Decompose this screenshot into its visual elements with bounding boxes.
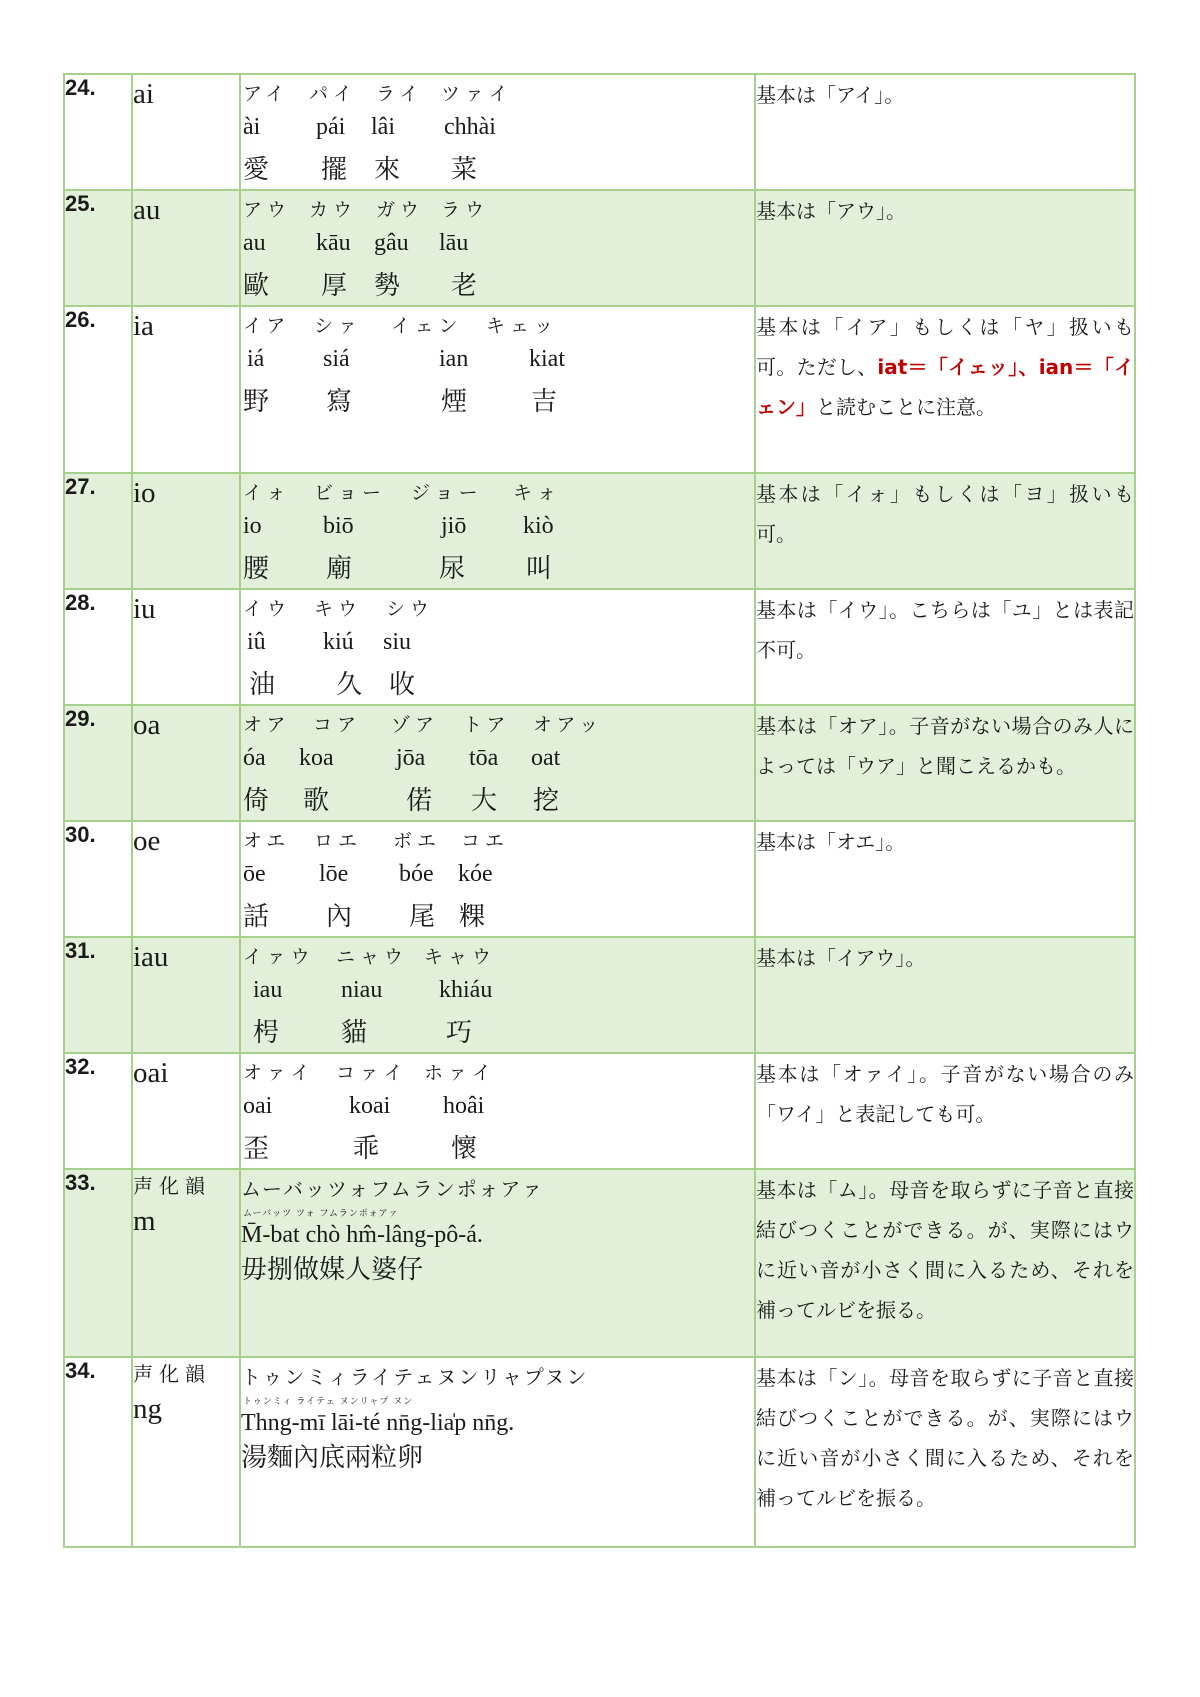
romanization: ài	[243, 114, 261, 140]
rime-category: 声化韻	[133, 1362, 211, 1386]
examples	[240, 821, 755, 937]
kana-reading: ラウ	[441, 199, 490, 221]
romanization-line	[241, 974, 741, 1012]
hanzi: 乖	[353, 1134, 380, 1164]
hanzi: 吉	[531, 387, 558, 417]
hanzi: 擺	[321, 155, 348, 185]
romanization-line	[241, 510, 741, 548]
row-number: 27.	[64, 473, 132, 589]
table-row	[64, 306, 1135, 473]
kana-reading: パイ	[309, 83, 358, 105]
row-number: 26.	[64, 306, 132, 473]
romanization: kiú	[323, 629, 354, 655]
rime-label: oa	[132, 705, 240, 821]
hanzi: 內	[326, 902, 353, 932]
note	[755, 937, 1135, 1053]
note-text: 基本は「ム」。母音を取らずに子音と直接結びつくことができる。が、実際にはウに近い音が小さく間に入るため、それを補ってルビを振る。	[756, 1178, 1134, 1322]
kana-reading: イォ	[243, 482, 291, 504]
kana-line	[241, 1054, 741, 1090]
hanzi: 菜	[451, 155, 478, 185]
romanization: tōa	[469, 745, 499, 771]
row-number: 34.	[64, 1357, 132, 1547]
kana-reading: トア	[463, 714, 511, 736]
examples	[240, 705, 755, 821]
kana-line	[241, 590, 741, 626]
row-number: 24.	[64, 74, 132, 190]
romanization: gâu	[374, 230, 409, 256]
kana-reading: シウ	[386, 598, 435, 620]
kana-line	[241, 938, 741, 974]
kana-reading: アウ	[243, 199, 292, 221]
hanzi: 久	[336, 670, 363, 700]
note-text: 基本は「イア」もしくは「ヤ」扱いも可。ただし、	[756, 315, 1134, 379]
hanzi: 話	[243, 902, 270, 932]
note	[755, 705, 1135, 821]
note	[755, 190, 1135, 306]
romanization: chhài	[444, 114, 496, 140]
rime-label	[132, 1357, 240, 1547]
romanization: jōa	[396, 745, 426, 771]
romanization-line	[241, 227, 741, 265]
hanzi: 偌	[406, 786, 433, 816]
kana-line	[241, 307, 741, 343]
kana-reading: イァウ	[243, 946, 315, 968]
rime-label	[132, 1169, 240, 1357]
hanzi-line	[241, 548, 741, 588]
romanization-line	[241, 1090, 741, 1128]
kana-reading: ゾア	[391, 714, 440, 736]
note	[755, 1169, 1135, 1357]
kana-line	[241, 191, 741, 227]
rime-symbol: ng	[133, 1393, 162, 1425]
vowel-table	[63, 73, 1136, 1548]
kana-reading: ライ	[376, 83, 424, 105]
rime-label: oe	[132, 821, 240, 937]
romanization: iá	[247, 346, 265, 372]
kana-reading: キャウ	[424, 946, 497, 968]
romanization: oat	[531, 745, 561, 771]
note	[755, 1053, 1135, 1169]
romanization: siá	[323, 346, 350, 372]
kana-reading: ボエ	[393, 830, 442, 852]
hanzi: 寫	[326, 387, 353, 417]
ruby-reading: トゥンミィ ライテェ ヌンリャプ ヌン	[243, 1397, 414, 1407]
table-row	[64, 74, 1135, 190]
hanzi: 愛	[243, 155, 270, 185]
romanization: biō	[323, 513, 354, 539]
hanzi: 厚	[321, 271, 348, 301]
romanization: iau	[253, 977, 283, 1003]
kana-reading: アイ	[243, 83, 290, 105]
kana-reading: ジョー	[411, 482, 483, 504]
hanzi: 腰	[243, 554, 270, 584]
romanization: siu	[383, 629, 412, 655]
hanzi: 巧	[446, 1018, 473, 1048]
romanization: oai	[243, 1093, 273, 1119]
hanzi-line	[241, 664, 741, 704]
hanzi-line	[241, 780, 741, 820]
rime-symbol: m	[133, 1205, 156, 1237]
romanization: kiat	[529, 346, 565, 372]
kana-reading: ビョー	[314, 482, 387, 504]
romanization-line	[241, 111, 741, 149]
table-row	[64, 190, 1135, 306]
kana-reading: シァ	[314, 315, 363, 337]
romanization: óa	[243, 745, 266, 771]
table-row	[64, 473, 1135, 589]
kana-reading: コァイ	[336, 1062, 408, 1084]
rime-category: 声化韻	[133, 1174, 211, 1198]
romanization: lāu	[439, 230, 469, 256]
examples	[240, 74, 755, 190]
note-text: 基本は「オァイ」。子音がない場合のみ「ワイ」と表記しても可。	[756, 1062, 1134, 1126]
kana-line	[241, 706, 741, 742]
examples	[240, 190, 755, 306]
hanzi: 倚	[243, 786, 270, 816]
romanization-line	[241, 343, 741, 381]
note-highlight: iat＝「イェッ」、ian＝「イェン」	[756, 355, 1134, 419]
hanzi: 收	[389, 670, 416, 700]
hanzi: 枵	[253, 1018, 280, 1048]
examples	[240, 937, 755, 1053]
hanzi: 大	[471, 786, 498, 816]
hanzi: 懷	[451, 1134, 478, 1164]
note-text: 基本は「ン」。母音を取らずに子音と直接結びつくことができる。が、実際にはウに近い音が小さく間に入るため、それを補ってルビを振る。	[756, 1366, 1134, 1510]
romanization: kóe	[458, 861, 493, 887]
note-text: 基本は「アイ」。	[756, 83, 905, 107]
examples	[240, 306, 755, 473]
sentence-kana: トゥンミィライテェヌンリャプヌン	[241, 1365, 589, 1389]
note	[755, 1357, 1135, 1547]
table-row	[64, 1357, 1135, 1547]
kana-reading: コエ	[461, 830, 510, 852]
rime-label: oai	[132, 1053, 240, 1169]
table-row	[64, 1053, 1135, 1169]
romanization: bóe	[399, 861, 434, 887]
hanzi: 歪	[243, 1134, 270, 1164]
rime-label: ai	[132, 74, 240, 190]
romanization: koa	[299, 745, 334, 771]
hanzi: 老	[451, 271, 478, 301]
hanzi: 煙	[441, 387, 468, 417]
hanzi: 尿	[439, 554, 466, 584]
kana-reading: オエ	[243, 830, 291, 852]
hanzi-line	[241, 1128, 741, 1168]
note	[755, 74, 1135, 190]
romanization: ōe	[243, 861, 266, 887]
examples	[240, 1169, 755, 1357]
kana-reading: イア	[243, 315, 291, 337]
romanization-line	[241, 626, 741, 664]
rime-label: iu	[132, 589, 240, 705]
kana-reading: ツァイ	[441, 83, 513, 105]
ruby-reading: ムーバッツ ツォ フムランポォアァ	[243, 1209, 399, 1219]
row-number: 32.	[64, 1053, 132, 1169]
hanzi: 油	[249, 670, 276, 700]
note-text: 基本は「オエ」。	[756, 830, 906, 854]
note	[755, 589, 1135, 705]
kana-reading: キウ	[314, 598, 363, 620]
romanization: io	[243, 513, 262, 539]
romanization-line	[241, 858, 741, 896]
hanzi: 來	[374, 155, 401, 185]
note-text: 基本は「イォ」もしくは「ヨ」扱いも可。	[756, 482, 1134, 546]
hanzi: 粿	[459, 902, 486, 932]
note-text: 基本は「オア」。子音がない場合のみ人によっては「ウア」と聞こえるかも。	[756, 714, 1134, 778]
note	[755, 306, 1135, 473]
hanzi-line	[241, 896, 741, 936]
hanzi-line	[241, 149, 741, 189]
table-row	[64, 937, 1135, 1053]
examples	[240, 1357, 755, 1547]
sentence-hanzi: 毋捌做媒人婆仔	[241, 1255, 424, 1285]
kana-reading: ガウ	[376, 199, 425, 221]
hanzi: 歌	[303, 786, 330, 816]
row-number: 33.	[64, 1169, 132, 1357]
row-number: 28.	[64, 589, 132, 705]
hanzi-line	[241, 381, 741, 421]
kana-line	[241, 75, 741, 111]
rime-label: io	[132, 473, 240, 589]
hanzi: 尾	[409, 902, 436, 932]
sentence-kana: ムーバッツォフムランポォアァ	[241, 1177, 544, 1201]
hanzi: 勢	[374, 271, 401, 301]
kana-reading: キェッ	[486, 315, 559, 337]
romanization: lâi	[371, 114, 395, 140]
kana-reading: ニャウ	[336, 946, 409, 968]
kana-reading: コア	[313, 714, 362, 736]
kana-reading: ロエ	[314, 830, 363, 852]
kana-reading: カウ	[309, 199, 358, 221]
hanzi: 野	[243, 387, 270, 417]
examples	[240, 1053, 755, 1169]
rime-label: iau	[132, 937, 240, 1053]
sentence-romanization: M̄-bat chò hm̂-lâng-pô-á.	[241, 1222, 483, 1248]
note-text: と読むことに注意。	[816, 395, 996, 419]
kana-reading: オアッ	[533, 714, 604, 736]
table-row	[64, 589, 1135, 705]
kana-reading: キォ	[513, 482, 562, 504]
rime-label: ia	[132, 306, 240, 473]
romanization: khiáu	[439, 977, 493, 1003]
note-text: 基本は「アウ」。	[756, 199, 906, 223]
sentence-hanzi: 湯麵內底兩粒卵	[241, 1443, 424, 1473]
hanzi: 挖	[533, 786, 560, 816]
examples	[240, 589, 755, 705]
hanzi: 廟	[326, 554, 353, 584]
note-text: 基本は「イウ」。こちらは「ユ」とは表記不可。	[756, 598, 1134, 662]
hanzi-line	[241, 1012, 741, 1052]
kana-reading: ホァイ	[424, 1062, 497, 1084]
romanization: hoâi	[443, 1093, 485, 1119]
kana-reading: オァイ	[243, 1062, 315, 1084]
romanization: pái	[316, 114, 346, 140]
romanization: ian	[439, 346, 469, 372]
hanzi-line	[241, 265, 741, 305]
hanzi: 叫	[526, 554, 553, 584]
note	[755, 821, 1135, 937]
note	[755, 473, 1135, 589]
rime-label: au	[132, 190, 240, 306]
row-number: 29.	[64, 705, 132, 821]
kana-reading: イェン	[391, 315, 463, 337]
kana-reading: イウ	[243, 598, 292, 620]
romanization: au	[243, 230, 266, 256]
table-row	[64, 1169, 1135, 1357]
row-number: 31.	[64, 937, 132, 1053]
romanization: kiò	[523, 513, 554, 539]
examples	[240, 473, 755, 589]
hanzi: 歐	[243, 271, 270, 301]
row-number: 30.	[64, 821, 132, 937]
kana-reading: オア	[243, 714, 291, 736]
romanization: niau	[341, 977, 383, 1003]
romanization: kāu	[316, 230, 351, 256]
table-row	[64, 821, 1135, 937]
sentence-romanization: Thng-mī lāi-té nn̄g-lia̍p nn̄g.	[241, 1410, 515, 1436]
romanization-line	[241, 742, 741, 780]
hanzi: 貓	[341, 1018, 368, 1048]
romanization: lōe	[319, 861, 349, 887]
kana-line	[241, 822, 741, 858]
romanization: koai	[349, 1093, 391, 1119]
romanization: jiō	[441, 513, 467, 539]
row-number: 25.	[64, 190, 132, 306]
note-text: 基本は「イアウ」。	[756, 946, 926, 970]
table-row	[64, 705, 1135, 821]
kana-line	[241, 474, 741, 510]
romanization: iû	[247, 629, 266, 655]
